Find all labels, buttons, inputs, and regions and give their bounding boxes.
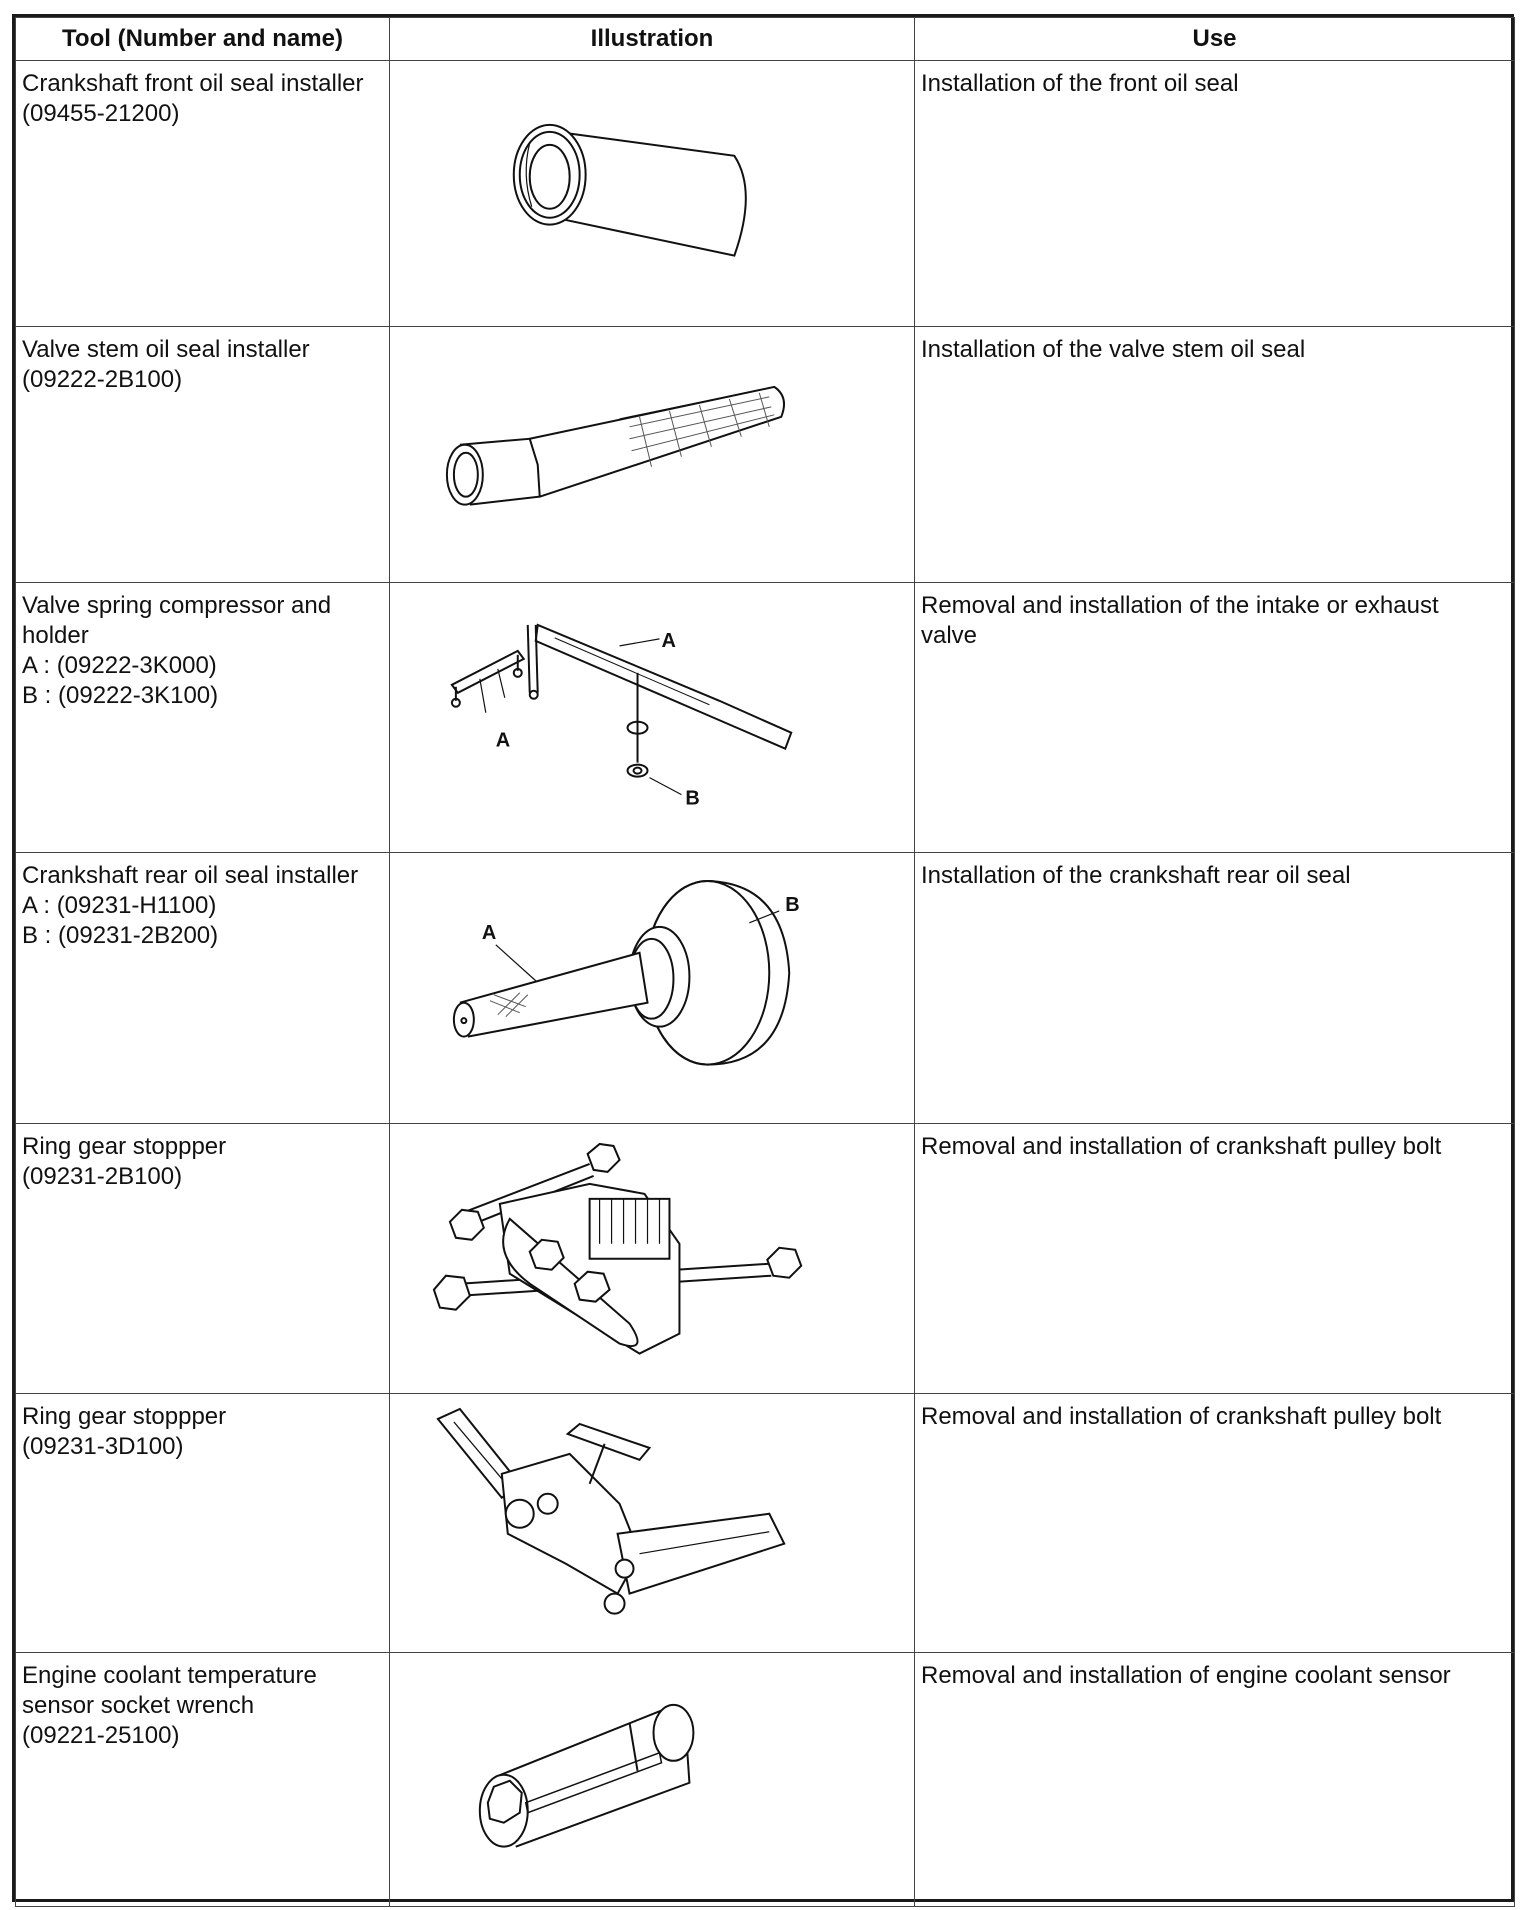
use-cell: [915, 61, 1515, 327]
ring-gear-stopper-arm-illustration: [390, 1394, 914, 1652]
tool-name: Ring gear stoppper: [22, 1132, 227, 1160]
coolant-sensor-socket-wrench-illustration: [390, 1653, 914, 1907]
tool-number-b: B : (09222-3K100): [22, 681, 219, 709]
tool-number: (09455-21200): [22, 100, 180, 127]
tool-cell: [16, 1652, 390, 1907]
header-illustration: Illustration: [390, 18, 915, 61]
front-oil-seal-installer-illustration: [390, 61, 914, 326]
tool-name: Ring gear stoppper: [22, 1403, 227, 1431]
tool-name-cont: holder: [22, 621, 89, 649]
tool-name: Engine coolant temperature: [22, 1661, 317, 1689]
use-cell: [915, 582, 1515, 852]
illustration-cell: [390, 1123, 915, 1393]
use-cell: [915, 853, 1515, 1123]
tool-name: Crankshaft rear oil seal installer: [22, 862, 359, 890]
label-a: A: [481, 922, 497, 945]
tool-use: Installation of the valve stem oil seal: [921, 336, 1306, 364]
tool-cell: [16, 1394, 390, 1653]
table-row: [16, 1123, 1515, 1393]
tool-use-cont: valve: [921, 621, 978, 649]
use-cell: [915, 1652, 1515, 1907]
valve-spring-compressor-illustration: [390, 583, 914, 852]
tool-number-a: A : (09222-3K000): [22, 651, 217, 679]
tool-number-a: A : (09231-H1100): [22, 892, 217, 920]
tool-number: (09222-2B100): [22, 366, 183, 394]
tool-use: Removal and installation of engine coolant sensor: [921, 1661, 1451, 1689]
table-row: [16, 61, 1515, 327]
tool-cell: [16, 582, 390, 852]
tool-name: Valve stem oil seal installer: [22, 336, 310, 364]
use-cell: [915, 1394, 1515, 1653]
label-b: B: [685, 787, 700, 810]
rear-oil-seal-installer-illustration: [390, 853, 914, 1122]
header-tool: Tool (Number and name): [16, 18, 390, 61]
tool-use: Installation of the front oil seal: [921, 70, 1239, 97]
use-cell: [915, 1123, 1515, 1393]
ring-gear-stopper-bolted-illustration: [390, 1124, 914, 1393]
illustration-cell: [390, 1394, 915, 1653]
tool-cell: [16, 61, 390, 327]
tool-number: (09221-25100): [22, 1721, 180, 1749]
special-tools-table: [15, 17, 1515, 1907]
illustration-cell: [390, 1652, 915, 1907]
tool-use: Removal and installation of crankshaft pulley bolt: [921, 1132, 1442, 1160]
valve-stem-oil-seal-installer-illustration: [390, 327, 914, 582]
tool-name: Valve spring compressor and: [22, 591, 332, 619]
table-row: [16, 327, 1515, 583]
use-cell: [915, 327, 1515, 583]
table-row: [16, 853, 1515, 1123]
illustration-cell: [390, 853, 915, 1123]
label-a: A: [495, 729, 511, 752]
tool-name: Crankshaft front oil seal installer: [22, 70, 364, 97]
illustration-cell: [390, 327, 915, 583]
tool-name-cont: sensor socket wrench: [22, 1691, 255, 1719]
special-tools-sheet: [12, 14, 1514, 1902]
tool-use: Removal and installation of crankshaft pulley bolt: [921, 1403, 1442, 1431]
table-row: [16, 582, 1515, 852]
tool-use: Removal and installation of the intake or exhaust: [921, 591, 1439, 619]
illustration-cell: [390, 61, 915, 327]
table-header-row: [16, 18, 1515, 61]
tool-cell: [16, 1123, 390, 1393]
tool-use: Installation of the crankshaft rear oil seal: [921, 862, 1351, 890]
label-a: A: [661, 629, 676, 652]
header-use: Use: [915, 18, 1515, 61]
tool-number-b: B : (09231-2B200): [22, 922, 219, 950]
tool-cell: [16, 327, 390, 583]
table-row: [16, 1652, 1515, 1907]
table-row: [16, 1394, 1515, 1653]
illustration-cell: [390, 582, 915, 852]
label-b: B: [785, 894, 800, 917]
tool-number: (09231-3D100): [22, 1433, 184, 1461]
tool-cell: [16, 853, 390, 1123]
tool-number: (09231-2B100): [22, 1162, 183, 1190]
